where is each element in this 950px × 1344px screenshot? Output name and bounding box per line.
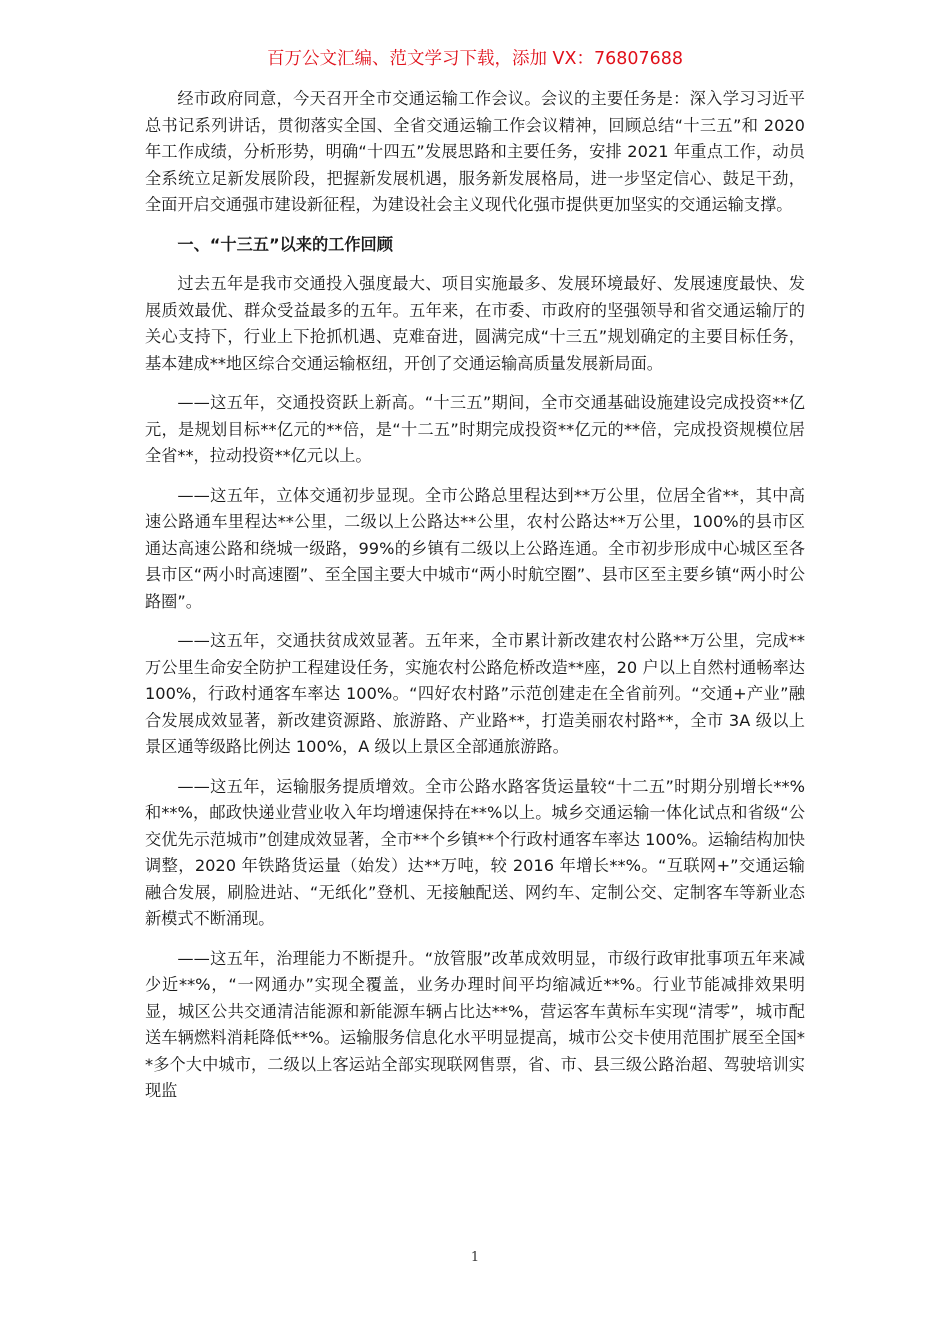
watermark-header: 百万公文汇编、范文学习下载，添加 VX：76807688 (266, 49, 684, 69)
page-number: 1 (470, 1250, 480, 1265)
review-paragraph: 过去五年是我市交通投入强度最大、项目实施最多、发展环境最好、发展速度最快、发展质效最优、群众受益最多的五年。五年来，在市委、市政府的坚强领导和省交通运输厅的关心支持下，行业上下抢抓机遇、克难奋进，圆满完成“十三五”规划确定的主要目标任务，基本建成**地区综合交通运输枢纽，开创了交通运输高质量发展新局面。 (145, 274, 805, 373)
document-body (145, 86, 805, 1118)
governance-paragraph: ——这五年，治理能力不断提升。“放管服”改革成效明显，市级行政审批事项五年来减少近**%，“一网通办”实现全覆盖，业务办理时间平均缩减近**%。行业节能减排效果明显，城区公共交通清洁能源和新能源车辆占比达**%，营运客车黄标车实现“清零”，城市配送车辆燃料消耗降低**%。运输服务信息化水平明显提高，城市公交卡使用范围扩展至全国**多个大中城市，二级以上客运站全部实现联网售票，省、市、县三级公路治超、驾驶培训实现监 (145, 948, 805, 1100)
transport-service-paragraph: ——这五年，运输服务提质增效。全市公路水路客货运量较“十二五”时期分别增长**%和**%，邮政快递业营业收入年均增速保持在**%以上。城乡交通运输一体化试点和省级“公交优先示范城市”创建成效显著，全市**个乡镇**个行政村通客车率达 100%。运输结构加快调整，2020 年铁路货运量（始发）达**万吨，较 2016 年增长**%。“互联网+”交通运输融合发展，刷脸进站、“无纸化”登机、无接触配送、网约车、定制公交、定制客车等新业态新模式不断涌现。 (145, 776, 805, 928)
intro-paragraph: 经市政府同意，今天召开全市交通运输工作会议。会议的主要任务是：深入学习习近平总书记系列讲话，贯彻落实全国、全省交通运输工作会议精神，回顾总结“十三五”和 2020 年工作成绩，分析形势，明确“十四五”发展思路和主要任务，安排 2021 年重点工作，动员全系统立足新发展阶段，把握新发展机遇，服务新发展格局，进一步坚定信心、鼓足干劲，全面开启交通强市建设新征程，为建设社会主义现代化强市提供更加坚实的交通运输支撑。 (145, 89, 805, 214)
poverty-alleviation-paragraph: ——这五年，交通扶贫成效显著。五年来，全市累计新改建农村公路**万公里，完成**万公里生命安全防护工程建设任务，实施农村公路危桥改造**座，20 户以上自然村通畅率达 100%，行政村通客车率达 100%。“四好农村路”示范创建走在全省前列。“交通+产业”融合发展成效显著，新改建资源路、旅游路、产业路**，打造美丽农村路**，全市 3A 级以上景区通等级路比例达 100%，A 级以上景区全部通旅游路。 (145, 631, 805, 756)
transport-network-paragraph: ——这五年，立体交通初步显现。全市公路总里程达到**万公里，位居全省**，其中高速公路通车里程达**公里，二级以上公路达**公里，农村公路达**万公里，100%的县市区通达高速公路和绕城一级路，99%的乡镇有二级以上公路连通。全市初步形成中心城区至各县市区“两小时高速圈”、至全国主要大中城市“两小时航空圈”、县市区至主要乡镇“两小时公路圈”。 (145, 485, 805, 611)
investment-paragraph: ——这五年，交通投资跃上新高。“十三五”期间，全市交通基础设施建设完成投资**亿元，是规划目标**亿元的**倍，是“十二五”时期完成投资**亿元的**倍，完成投资规模位居全省**，拉动投资**亿元以上。 (145, 393, 805, 465)
section-heading: 一、“十三五”以来的工作回顾 (177, 234, 393, 254)
